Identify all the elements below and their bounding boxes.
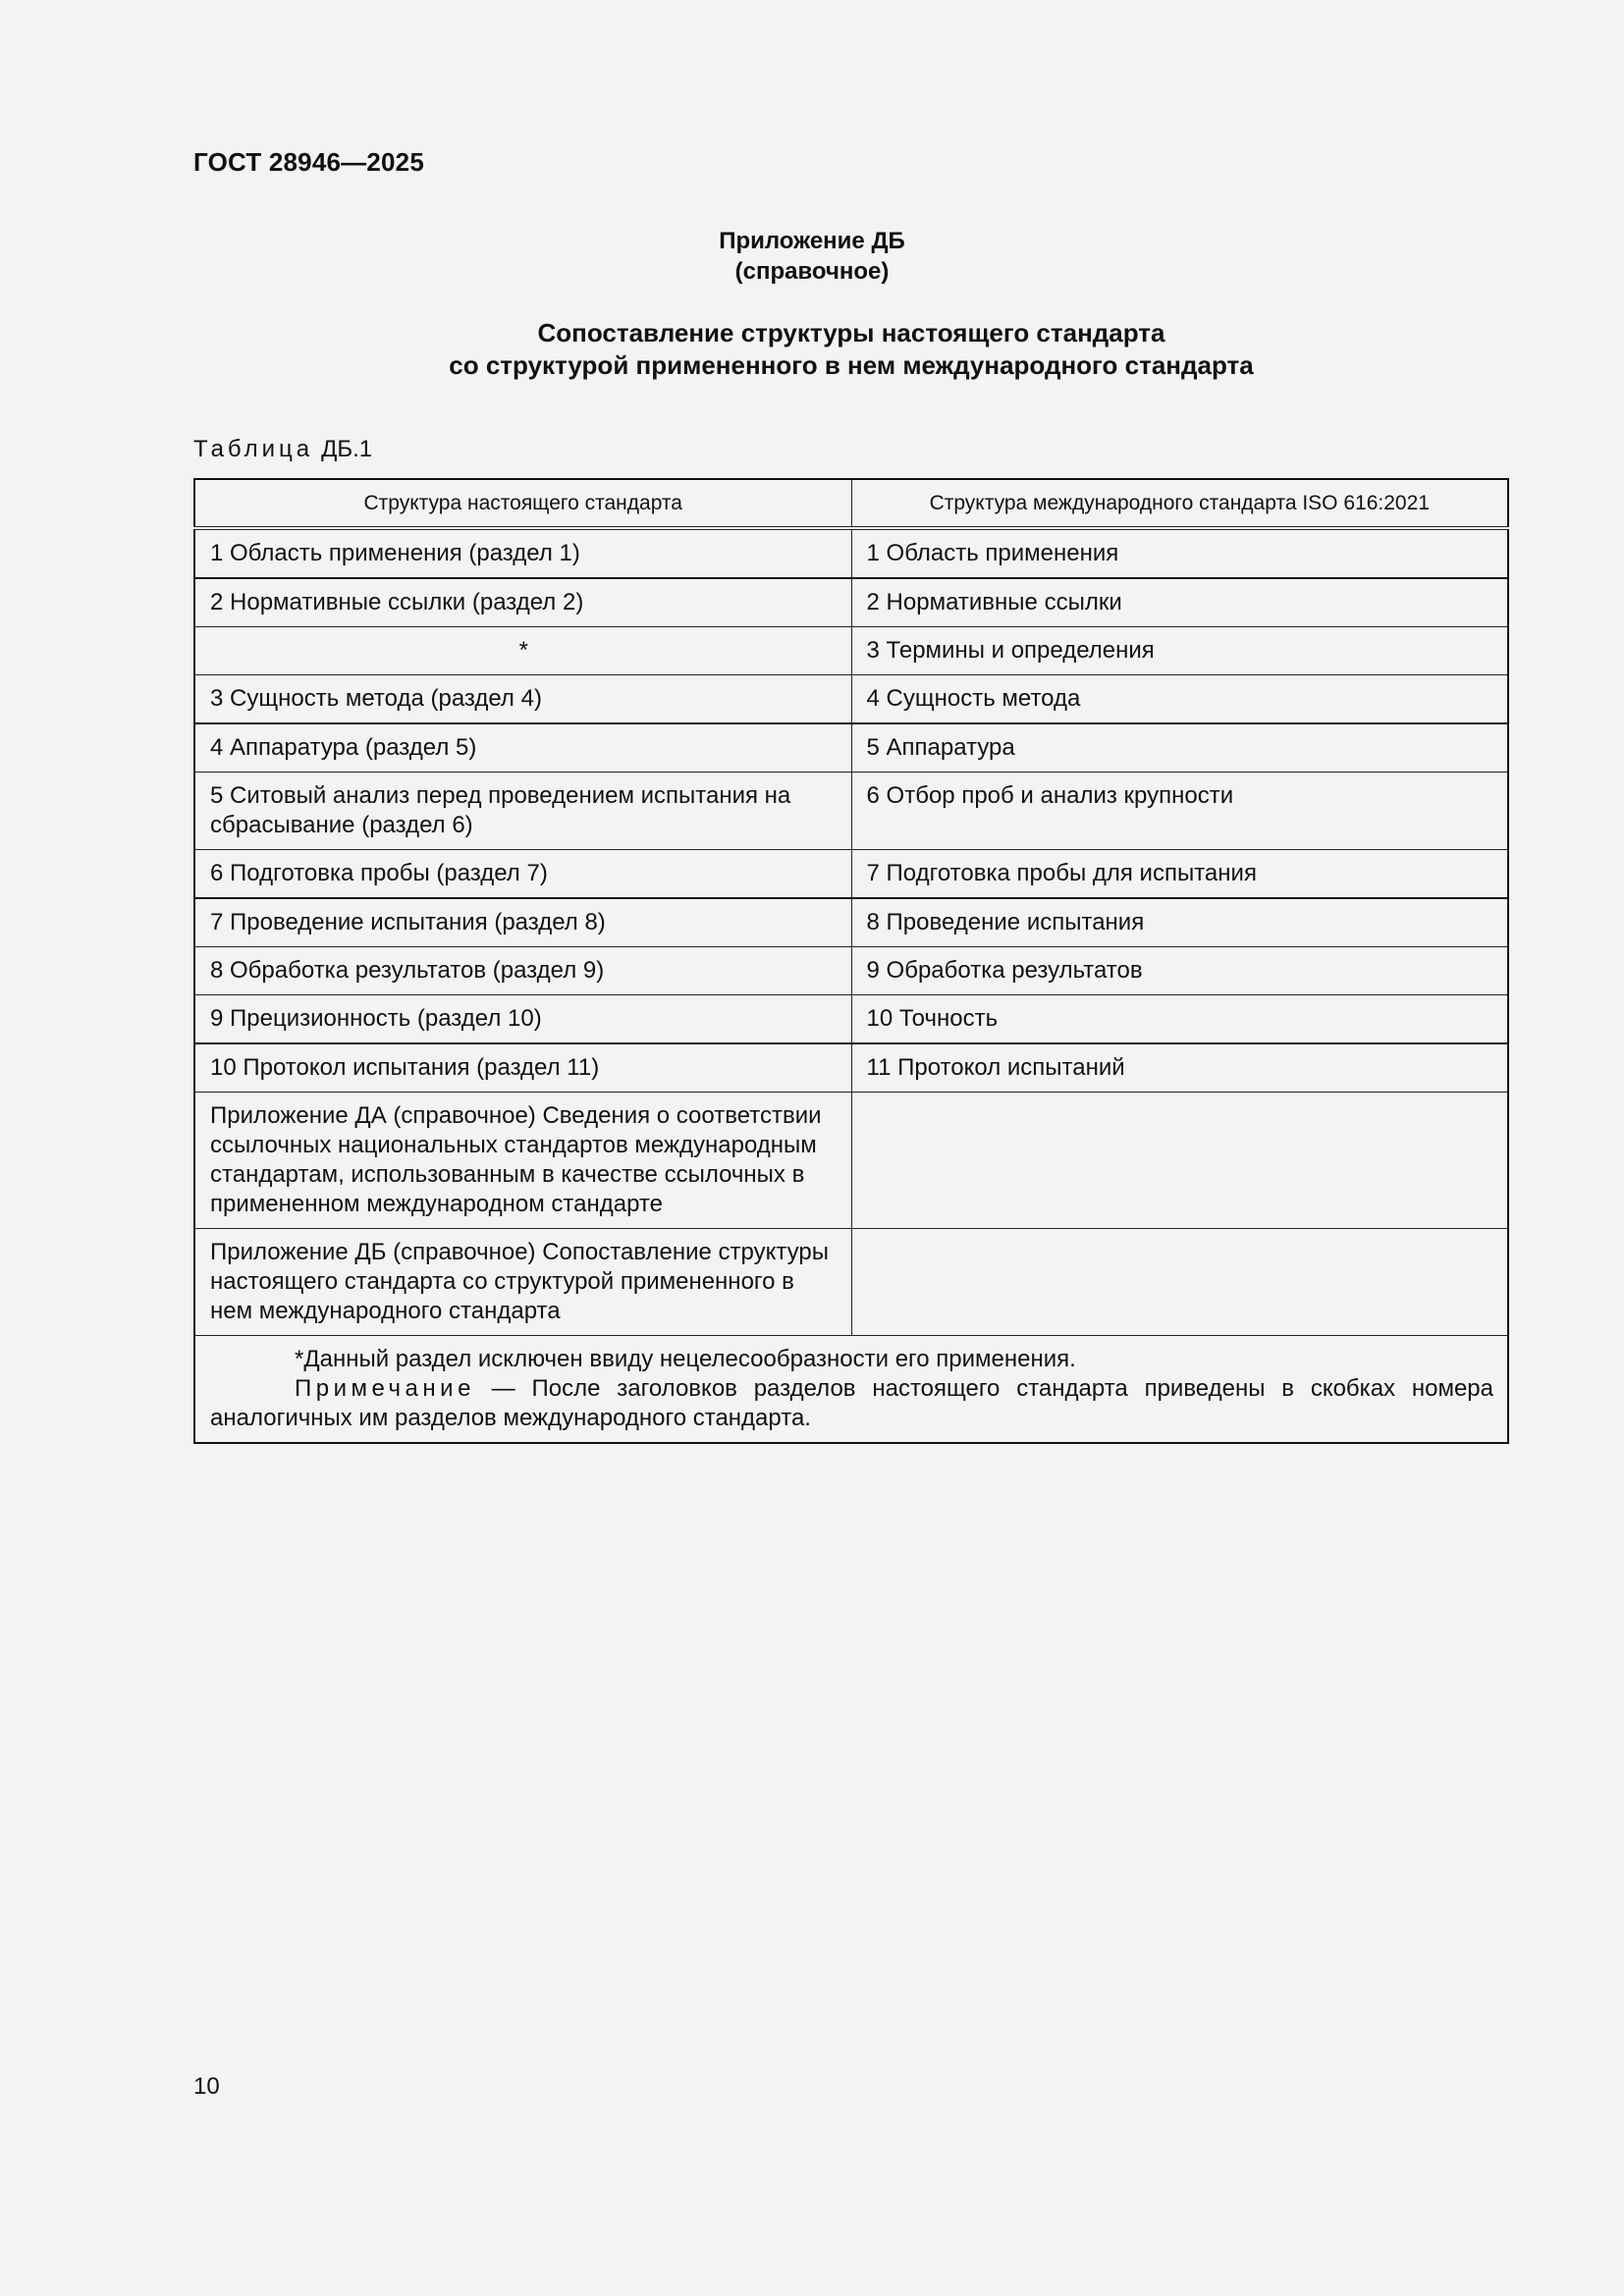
cell-international: 8 Проведение испытания	[851, 898, 1508, 947]
cell-national: Приложение ДА (справочное) Сведения о соответствии ссылочных национальных стандартов международным стандартам, использованным в качестве ссылочных в примененном международном стандарте	[194, 1093, 851, 1229]
cell-international: 2 Нормативные ссылки	[851, 578, 1508, 627]
cell-national: 2 Нормативные ссылки (раздел 2)	[194, 578, 851, 627]
table-caption-number: ДБ.1	[321, 436, 373, 462]
appendix-title	[0, 317, 1624, 382]
table-footer-row	[194, 1336, 1508, 1444]
table-row	[194, 627, 1508, 675]
cell-national: 1 Область применения (раздел 1)	[194, 528, 851, 578]
appendix-heading	[0, 226, 1624, 287]
cell-national: 6 Подготовка пробы (раздел 7)	[194, 850, 851, 899]
cell-international: 11 Протокол испытаний	[851, 1043, 1508, 1093]
cell-national: 8 Обработка результатов (раздел 9)	[194, 947, 851, 995]
appendix-title-line-2: со структурой примененного в нем международного стандарта	[449, 350, 1254, 380]
table-row	[194, 1229, 1508, 1336]
table-row	[194, 947, 1508, 995]
cell-national: 3 Сущность метода (раздел 4)	[194, 675, 851, 724]
cell-international	[851, 1093, 1508, 1229]
cell-international: 7 Подготовка пробы для испытания	[851, 850, 1508, 899]
table-row	[194, 773, 1508, 850]
appendix-title-line-1: Сопоставление структуры настоящего стандарта	[537, 318, 1165, 347]
cell-national: 4 Аппаратура (раздел 5)	[194, 723, 851, 773]
table-row	[194, 898, 1508, 947]
cell-national: 9 Прецизионность (раздел 10)	[194, 995, 851, 1044]
appendix-name: Приложение ДБ	[719, 228, 905, 254]
cell-international: 9 Обработка результатов	[851, 947, 1508, 995]
appendix-status: (справочное)	[734, 258, 890, 285]
table-notes	[194, 1336, 1508, 1444]
cell-international: 3 Термины и определения	[851, 627, 1508, 675]
table-row	[194, 528, 1508, 578]
table-row	[194, 675, 1508, 724]
cell-national: 5 Ситовый анализ перед проведением испытания на сбрасывание (раздел 6)	[194, 773, 851, 850]
cell-international: 1 Область применения	[851, 528, 1508, 578]
note	[210, 1374, 1493, 1433]
cell-national: *	[194, 627, 851, 675]
structure-comparison-table	[193, 478, 1509, 1444]
table-row	[194, 850, 1508, 899]
cell-national: 10 Протокол испытания (раздел 11)	[194, 1043, 851, 1093]
cell-international: 5 Аппаратура	[851, 723, 1508, 773]
cell-international: 10 Точность	[851, 995, 1508, 1044]
cell-international: 4 Сущность метода	[851, 675, 1508, 724]
header-national-structure: Структура настоящего стандарта	[194, 479, 851, 528]
table-caption-word: Таблица	[193, 436, 314, 462]
table-caption	[193, 436, 372, 463]
table-row	[194, 578, 1508, 627]
table-header-row	[194, 479, 1508, 528]
note-label: Примечание	[295, 1375, 475, 1402]
header-international-structure: Структура международного стандарта ISO 616:2021	[851, 479, 1508, 528]
table-row	[194, 1043, 1508, 1093]
cell-international	[851, 1229, 1508, 1336]
cell-national: Приложение ДБ (справочное) Сопоставление структуры настоящего стандарта со структурой примененного в нем международного стандарта	[194, 1229, 851, 1336]
table-row	[194, 1093, 1508, 1229]
cell-national: 7 Проведение испытания (раздел 8)	[194, 898, 851, 947]
cell-international: 6 Отбор проб и анализ крупности	[851, 773, 1508, 850]
table-row	[194, 723, 1508, 773]
note-text: — После заголовков разделов настоящего стандарта приведены в скобках номера аналогичных им разделов международного стандарта.	[210, 1375, 1493, 1431]
document-id-header: ГОСТ 28946—2025	[193, 147, 424, 177]
table-row	[194, 995, 1508, 1044]
footnote: *Данный раздел исключен ввиду нецелесообразности его применения.	[295, 1346, 1076, 1372]
page-number: 10	[193, 2073, 220, 2100]
